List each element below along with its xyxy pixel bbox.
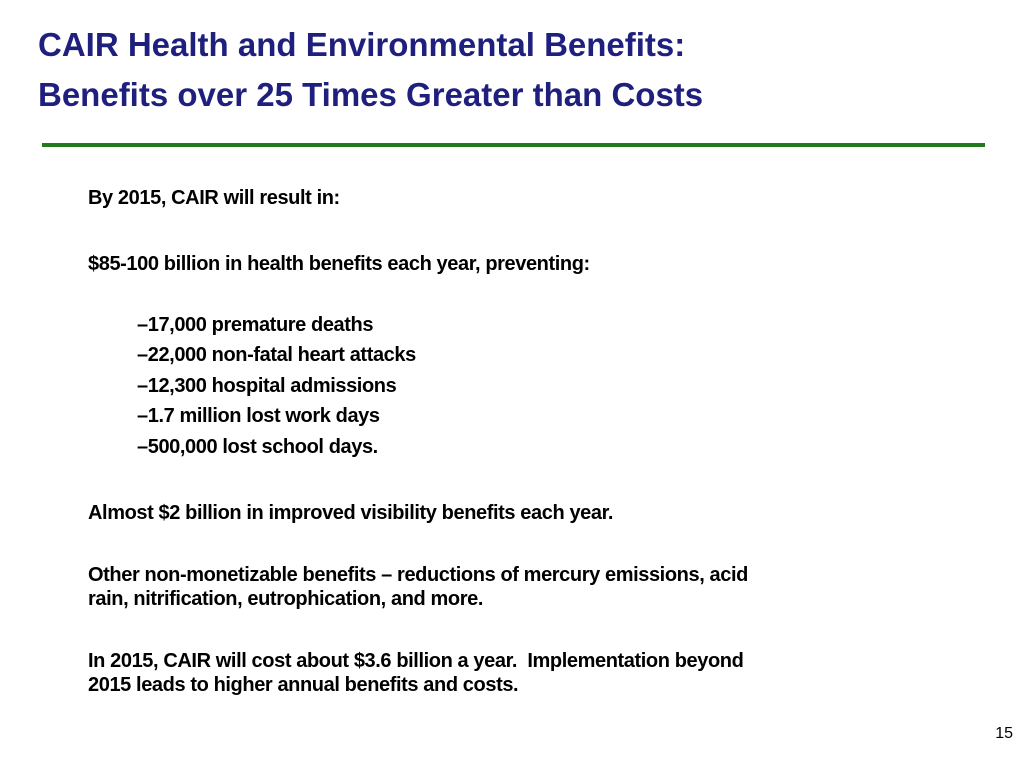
health-item: –12,300 hospital admissions (137, 375, 397, 397)
health-item: –22,000 non-fatal heart attacks (137, 344, 416, 366)
page-number: 15 (995, 725, 1013, 742)
cost-line-1: In 2015, CAIR will cost about $3.6 billion a year. Implementation beyond (88, 650, 744, 672)
intro-text: By 2015, CAIR will result in: (88, 187, 340, 209)
cost-line-2: 2015 leads to higher annual benefits and costs. (88, 674, 519, 696)
health-item: –500,000 lost school days. (137, 436, 378, 458)
title-divider (42, 143, 985, 147)
other-benefits-line-2: rain, nitrification, eutrophication, and more. (88, 588, 483, 610)
health-benefits-text: $85-100 billion in health benefits each year, preventing: (88, 253, 590, 275)
health-item: –17,000 premature deaths (137, 314, 374, 336)
visibility-benefits-text: Almost $2 billion in improved visibility benefits each year. (88, 502, 614, 524)
health-item: –1.7 million lost work days (137, 405, 380, 427)
slide-title-line-2: Benefits over 25 Times Greater than Costs (38, 76, 704, 113)
slide-title-line-1: CAIR Health and Environmental Benefits: (38, 26, 686, 63)
other-benefits-line-1: Other non-monetizable benefits – reductions of mercury emissions, acid (88, 564, 748, 586)
